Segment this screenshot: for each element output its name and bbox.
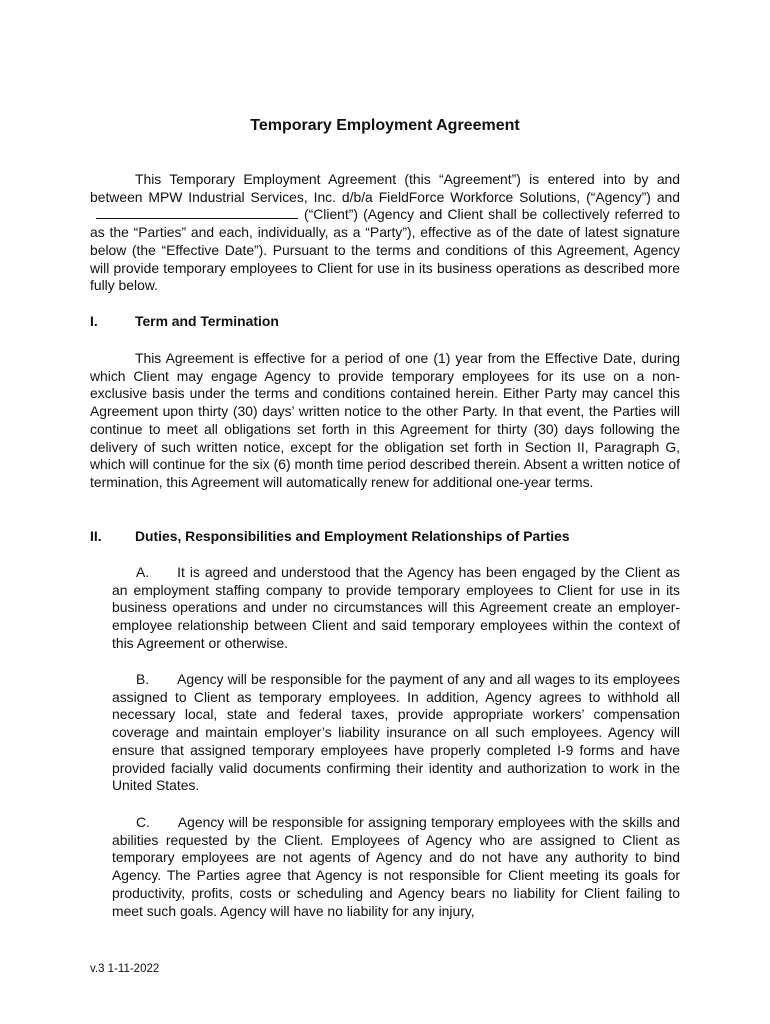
- paragraph-b-text: Agency will be responsible for the payment of any and all wages to its employees assigned to Client as temporary employees. In addition, Agency agrees to withhold all necessary local, state and federal taxes, provide appropriate workers’ compensation coverage and maintain employer’s liability insurance on all such employees. Agency will ensure that assigned temporary employees have properly completed I-9 forms and have provided facially valid documents confirming their identity and authorization to work in the United States.: [112, 671, 680, 794]
- paragraph-letter: A.: [136, 564, 150, 580]
- paragraph-c-text: Agency will be responsible for assigning temporary employees with the skills and abilities requested by the Client. Employees of Agency who are assigned to Client as temporary employees are not agents of Agency and do not have any authority to bind Agency. The Parties agree that Agency is not responsible for Client meeting its goals for productivity, profits, costs or scheduling and Agency bears no liability for Client failing to meet such goals. Agency will have no liability for any injury,: [112, 814, 680, 919]
- section-2-title: Duties, Responsibilities and Employment Relationships of Parties: [135, 528, 570, 544]
- version-footer: v.3 1-11-2022: [90, 963, 160, 975]
- section-1-text: This Agreement is effective for a period of one (1) year from the Effective Date, during which Client may engage Agency to provide temporary employees for its use on a non-exclusive basis under the terms and conditions contained herein. Either Party may cancel this Agreement upon thirty (30) days’ written notice to the other Party. In that event, the Parties will continue to meet all obligations set forth in this Agreement for thirty (30) days following the delivery of such written notice, except for the obligation set forth in Section II, Paragraph G, which will continue for the six (6) month time period described therein. Absent a written notice of termination, this Agreement will automatically renew for additional one-year terms.: [90, 350, 680, 490]
- intro-text-part2: (“Client”) (Agency and Client shall be collectively referred to as the “Parties” and each, individually, as a “Party”), effective as of the date of latest signature below (the “Effective Date”). Pursuant to the terms and conditions of this Agreement, Agency will provide temporary employees to Client for use in its business operations as described more fully below.: [90, 206, 680, 294]
- client-name-blank: [96, 206, 298, 219]
- section-2-paragraph-c: [112, 814, 680, 920]
- section-1-title: Term and Termination: [135, 313, 279, 329]
- section-1-number: I.: [90, 313, 98, 329]
- document-title: Temporary Employment Agreement: [250, 117, 520, 134]
- section-2-number: II.: [90, 528, 102, 544]
- section-1-body: [90, 350, 680, 492]
- paragraph-letter: C.: [136, 814, 150, 830]
- intro-text-part1: This Temporary Employment Agreement (this “Agreement”) is entered into by and between MPW Industrial Services, Inc. d/b/a FieldForce Workforce Solutions, (“Agency”) and: [90, 171, 680, 205]
- paragraph-letter: B.: [136, 671, 150, 687]
- section-2-paragraph-b: [112, 671, 680, 795]
- intro-paragraph: [90, 171, 680, 295]
- section-2-paragraph-a: [112, 564, 680, 653]
- paragraph-a-text: It is agreed and understood that the Agency has been engaged by the Client as an employment staffing company to provide temporary employees to Client for use in its business operations and under no circumstances will this Agreement create an employer-employee relationship between Client and said temporary employees within the context of this Agreement or otherwise.: [112, 564, 680, 651]
